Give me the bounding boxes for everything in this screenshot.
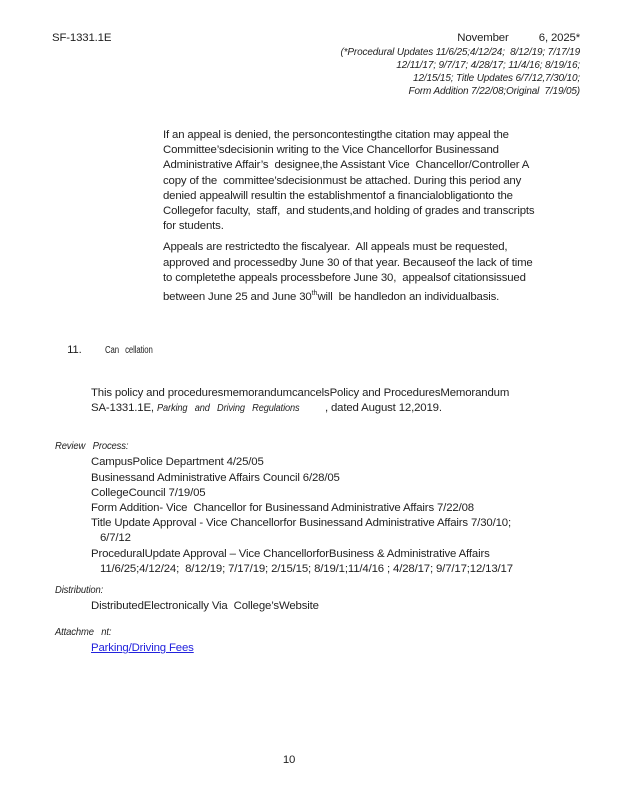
- review-item-continuation: 11/6/25;4/12/24; 8/12/19; 7/17/19; 2/15/15; 8/19/1;11/4/16 ; 4/28/17; 9/7/17;12/13/17: [100, 562, 513, 575]
- attachment-label: Attachme nt:: [55, 626, 112, 639]
- cancellation-paragraph: [91, 386, 618, 416]
- line-text: , dated August 12,2019.: [318, 402, 442, 415]
- paragraph-line: to completethe appeals processbefore June 30, appealsof citationsissued: [163, 271, 526, 284]
- line-text: SA-1331.1E,: [91, 402, 157, 415]
- section-title: Can cellation: [105, 345, 153, 357]
- paragraph-line: approved and processedby June 30 of that year. Becauseof the lack of time: [163, 256, 533, 269]
- revision-line: (*Procedural Updates 11/6/25;4/12/24; 8/12/19; 7/17/19: [340, 47, 580, 58]
- distribution-item: DistributedElectronically Via College’sWebsite: [91, 600, 319, 613]
- appeal-denied-paragraph: [163, 128, 618, 234]
- parking-driving-fees-link[interactable]: Parking/Driving Fees: [91, 642, 194, 655]
- revision-history: [52, 46, 580, 98]
- review-process-section: [55, 440, 618, 577]
- paragraph-line: [163, 286, 618, 305]
- ordinal-superscript: th: [311, 290, 318, 298]
- page-number: 10: [282, 754, 296, 766]
- review-process-list: [55, 455, 618, 577]
- review-item-continuation: 6/7/12: [100, 532, 131, 545]
- attachment-list: [55, 641, 618, 656]
- paragraph-line: This policy and proceduresmemorandumcancelsPolicy and ProceduresMemorandum: [91, 387, 510, 400]
- review-item: ProceduralUpdate Approval – Vice ChancellorforBusiness & Administrative Affairs: [91, 547, 490, 560]
- page-footer: [0, 754, 618, 766]
- section-11-heading: [55, 328, 618, 373]
- paragraph-line: [91, 401, 618, 416]
- review-item: CampusPolice Department 4/25/05: [91, 456, 264, 469]
- revision-line: 12/15/15; Title Updates 6/7/12,7/30/10;: [413, 73, 580, 84]
- doc-id: SF-1331.1E: [52, 32, 112, 44]
- revision-line: Form Addition 7/22/08;Original 7/19/05): [408, 86, 580, 97]
- revision-line: 12/11/17; 9/7/17; 4/28/17; 11/4/16; 8/19/16;: [396, 60, 580, 71]
- distribution-list: [55, 599, 618, 614]
- line-text: between June 25 and June 30: [163, 290, 312, 303]
- review-item: CollegeCouncil 7/19/05: [91, 486, 206, 499]
- review-item: Title Update Approval - Vice Chancellorfor Businessand Administrative Affairs 7/30/10;: [91, 517, 511, 530]
- paragraph-line: Appeals are restrictedto the fiscalyear. All appeals must be requested,: [163, 241, 508, 254]
- document-header: [0, 0, 618, 98]
- section-number: 11.: [67, 344, 82, 357]
- line-text: will be handledon an individualbasis.: [317, 290, 500, 303]
- doc-date: November 6, 2025*: [457, 32, 580, 44]
- review-item: Businessand Administrative Affairs Council 6/28/05: [91, 471, 340, 484]
- paragraph-line: Collegefor faculty, staff, and students,and holding of grades and transcripts: [163, 205, 535, 218]
- paragraph-line: If an appeal is denied, the personcontestingthe citation may appeal the: [163, 129, 509, 141]
- fiscal-year-paragraph: [163, 240, 618, 305]
- review-item: Form Addition- Vice Chancellor for Businessand Administrative Affairs 7/22/08: [91, 502, 474, 515]
- distribution-label: Distribution:: [55, 584, 104, 597]
- paragraph-line: denied appealwill resultin the establishmentof a financialobligationto the: [163, 189, 513, 202]
- paragraph-line: Committee’sdecisionin writing to the Vice Chancellorfor Businessand: [163, 144, 499, 157]
- paragraph-line: for students.: [163, 220, 224, 233]
- paragraph-line: copy of the committee’sdecisionmust be attached. During this period any: [163, 174, 522, 187]
- review-process-label: Review Process:: [55, 440, 129, 453]
- paragraph-line: Administrative Affair’s designee,the Assistant Vice Chancellor/Controller A: [163, 159, 530, 172]
- referenced-policy-title: Parking and Driving Regulations: [156, 402, 300, 415]
- distribution-section: [55, 584, 618, 614]
- attachment-section: [55, 626, 618, 656]
